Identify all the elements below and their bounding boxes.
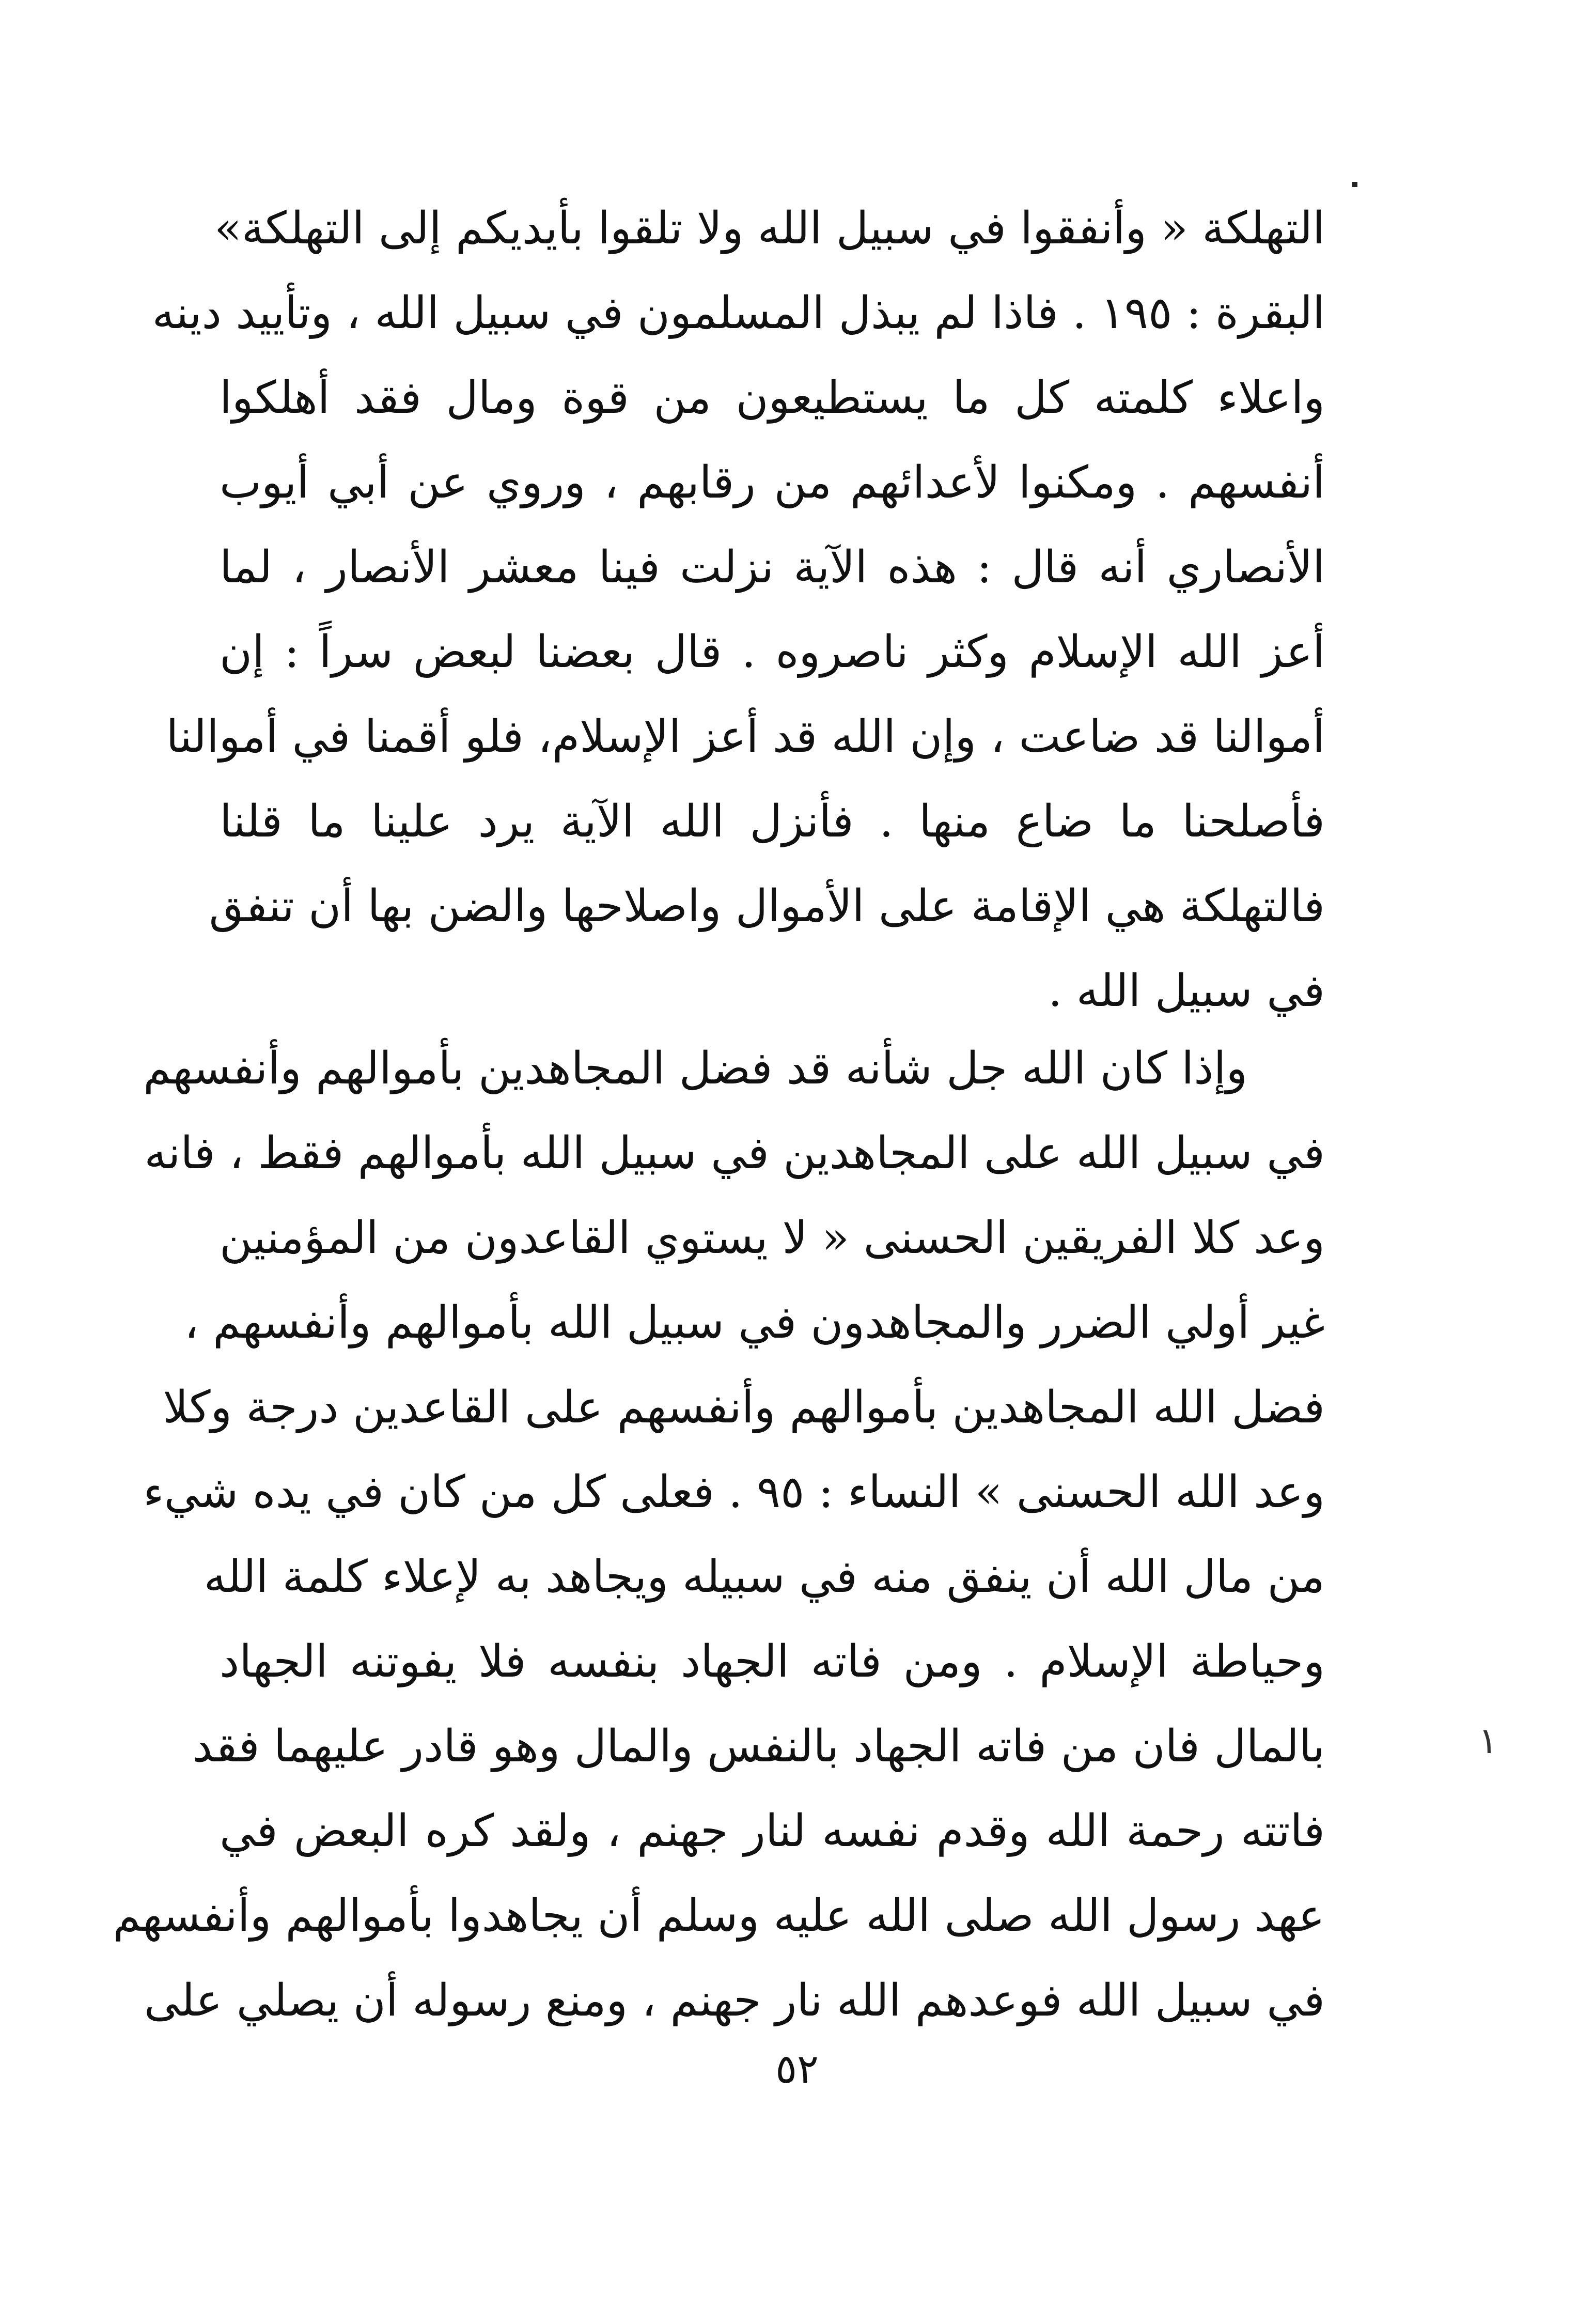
text-line: وحياطة الإسلام . ومن فاته الجهاد بنفسه فلا يفوتنه الجهاد [220, 1636, 1325, 1687]
text-line: فالتهلكة هي الإقامة على الأموال واصلاحها والضن بها أن تنفق [209, 880, 1325, 932]
text-line: في سبيل الله . [1048, 965, 1325, 1017]
text-line: وإذا كان الله جل شأنه قد فضل المجاهدين بأموالهم وأنفسهم [143, 1043, 1247, 1094]
text-line: أعز الله الإسلام وكثر ناصروه . قال بعضنا لبعض سراً : إن [220, 626, 1325, 678]
text-line: التهلكة « وأنفقوا في سبيل الله ولا تلقوا بأيديكم إلى التهلكة» [214, 203, 1325, 254]
text-line: أنفسهم . ومكنوا لأعدائهم من رقابهم ، وروي عن أبي أيوب [220, 457, 1325, 508]
text-line: في سبيل الله فوعدهم الله نار جهنم ، ومنع رسوله أن يصلي على [144, 1975, 1325, 2026]
margin-mark: ١ [1478, 1719, 1498, 1762]
paragraph-1 [152, 186, 1325, 1033]
text-line: فأصلحنا ما ضاع منها . فأنزل الله الآية يرد علينا ما قلنا [220, 796, 1325, 847]
text-line: أموالنا قد ضاعت ، وإن الله قد أعز الإسلام، فلو أقمنا في أموالنا [166, 711, 1325, 763]
text-line: بالمال فان من فاته الجهاد بالنفس والمال وهو قادر عليهما فقد [192, 1721, 1325, 1772]
text-line: في سبيل الله على المجاهدين في سبيل الله بأموالهم فقط ، فانه [144, 1127, 1325, 1179]
paragraph-2 [113, 1026, 1325, 2043]
text-line: البقرة : ١٩٥ . فاذا لم يبذل المسلمون في سبيل الله ، وتأييد دينه [152, 287, 1325, 339]
text-line: وعد الله الحسنى » النساء : ٩٥ . فعلى كل من كان في يده شيء [143, 1466, 1325, 1518]
text-line: الأنصاري أنه قال : هذه الآية نزلت فينا معشر الأنصار ، لما [220, 541, 1325, 593]
text-line: فاتته رحمة الله وقدم نفسه لنار جهنم ، ولقد كره البعض في [220, 1805, 1325, 1857]
ink-speck [1352, 182, 1357, 187]
text-line: عهد رسول الله صلى الله عليه وسلم أن يجاهدوا بأموالهم وأنفسهم [113, 1890, 1325, 1942]
text-line: من مال الله أن ينفق منه في سبيله ويجاهد به لإعلاء كلمة الله [204, 1551, 1325, 1603]
text-line: وعد كلا الفريقين الحسنى « لا يستوي القاعدون من المؤمنين [220, 1212, 1325, 1264]
page-number: ٥٢ [775, 2046, 819, 2093]
text-line: غير أولي الضرر والمجاهدون في سبيل الله بأموالهم وأنفسهم ، [184, 1297, 1325, 1349]
text-line: واعلاء كلمته كل ما يستطيعون من قوة ومال فقد أهلكوا [220, 372, 1325, 424]
text-line: فضل الله المجاهدين بأموالهم وأنفسهم على القاعدين درجة وكلا [163, 1382, 1325, 1433]
